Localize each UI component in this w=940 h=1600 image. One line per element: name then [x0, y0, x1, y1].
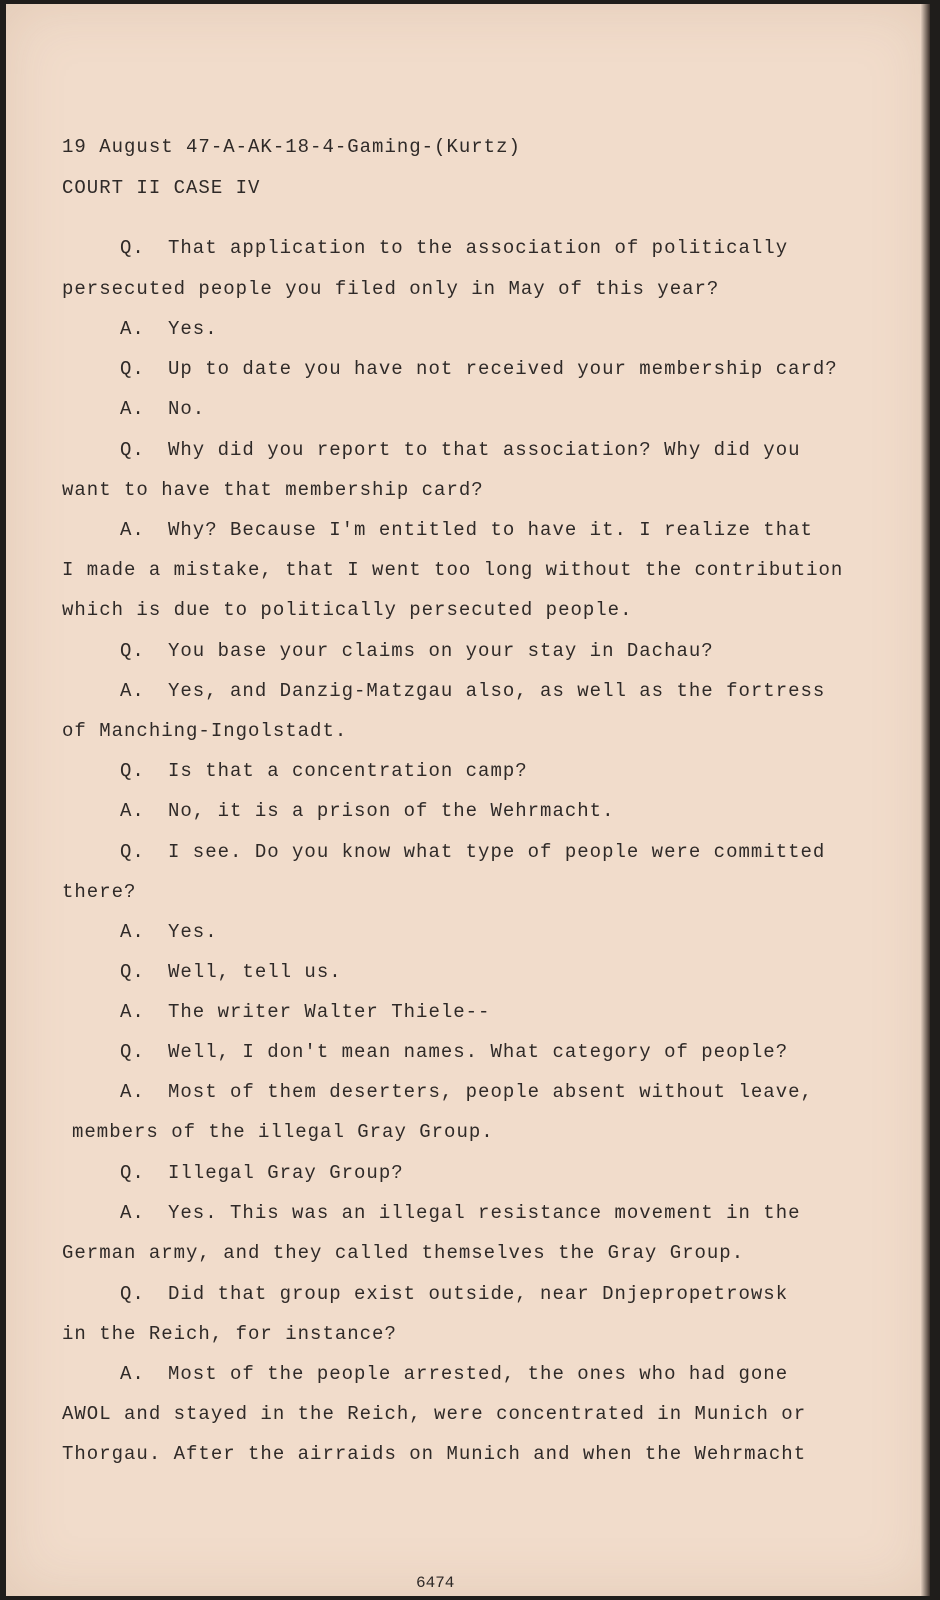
- qa-text: Most of the people arrested, the ones who had gone: [168, 1363, 789, 1385]
- speaker-label: A.: [120, 519, 145, 541]
- qa-line: [120, 1081, 813, 1103]
- speaker-label: A.: [120, 1081, 145, 1103]
- qa-continuation: persecuted people you filed only in May of this year?: [62, 278, 720, 300]
- qa-line: [120, 961, 342, 983]
- qa-text: I see. Do you know what type of people were committed: [168, 841, 826, 863]
- qa-line: [120, 398, 205, 420]
- qa-line: [120, 800, 614, 822]
- header-line-1: 19 August 47-A-AK-18-4-Gaming-(Kurtz): [62, 136, 521, 158]
- qa-line: [120, 439, 801, 461]
- qa-continuation: there?: [62, 881, 137, 903]
- qa-text: Most of them deserters, people absent without leave,: [168, 1081, 813, 1103]
- qa-line: [120, 1363, 788, 1385]
- qa-text: Well, tell us.: [168, 961, 342, 983]
- qa-text: No.: [168, 398, 206, 420]
- qa-line: [120, 1283, 788, 1305]
- qa-line: [120, 1202, 801, 1224]
- qa-line: [120, 680, 825, 702]
- qa-continuation: in the Reich, for instance?: [62, 1323, 397, 1345]
- qa-line: [120, 841, 825, 863]
- speaker-label: A.: [120, 1202, 145, 1224]
- qa-continuation: I made a mistake, that I went too long without the contribution: [62, 559, 844, 581]
- qa-line: [120, 1162, 404, 1184]
- qa-text: The writer Walter Thiele--: [168, 1001, 491, 1023]
- qa-text: That application to the association of politically: [168, 237, 789, 259]
- qa-text: Did that group exist outside, near Dnjepropetrowsk: [168, 1283, 789, 1305]
- speaker-label: A.: [120, 1363, 145, 1385]
- qa-text: Well, I don't mean names. What category of people?: [168, 1041, 789, 1063]
- speaker-label: Q.: [120, 237, 145, 259]
- qa-continuation: Thorgau. After the airraids on Munich and when the Wehrmacht: [62, 1443, 807, 1465]
- document-page: [6, 4, 930, 1596]
- qa-line: [120, 760, 528, 782]
- qa-line: [120, 921, 218, 943]
- qa-text: Is that a concentration camp?: [168, 760, 528, 782]
- qa-text: You base your claims on your stay in Dachau?: [168, 640, 714, 662]
- speaker-label: Q.: [120, 439, 145, 461]
- qa-text: Yes, and Danzig-Matzgau also, as well as the fortress: [168, 680, 826, 702]
- speaker-label: Q.: [120, 1041, 145, 1063]
- speaker-label: A.: [120, 680, 145, 702]
- speaker-label: Q.: [120, 358, 145, 380]
- qa-line: [120, 318, 218, 340]
- qa-text: No, it is a prison of the Wehrmacht.: [168, 800, 615, 822]
- qa-line: [120, 1041, 788, 1063]
- qa-continuation: of Manching-Ingolstadt.: [62, 720, 348, 742]
- qa-continuation: members of the illegal Gray Group.: [72, 1121, 494, 1143]
- qa-text: Yes.: [168, 318, 218, 340]
- speaker-label: Q.: [120, 640, 145, 662]
- qa-text: Up to date you have not received your membership card?: [168, 358, 838, 380]
- qa-line: [120, 237, 788, 259]
- speaker-label: A.: [120, 318, 145, 340]
- speaker-label: Q.: [120, 1162, 145, 1184]
- qa-text: Yes. This was an illegal resistance movement in the: [168, 1202, 801, 1224]
- speaker-label: A.: [120, 398, 145, 420]
- qa-text: Why? Because I'm entitled to have it. I realize that: [168, 519, 813, 541]
- page-number: 6474: [416, 1574, 455, 1592]
- qa-continuation: which is due to politically persecuted people.: [62, 599, 633, 621]
- speaker-label: A.: [120, 800, 145, 822]
- qa-line: [120, 640, 714, 662]
- qa-line: [120, 358, 838, 380]
- speaker-label: Q.: [120, 961, 145, 983]
- qa-line: [120, 1001, 490, 1023]
- qa-continuation: AWOL and stayed in the Reich, were concentrated in Munich or: [62, 1403, 807, 1425]
- qa-line: [120, 519, 813, 541]
- speaker-label: Q.: [120, 1283, 145, 1305]
- qa-text: Why did you report to that association? Why did you: [168, 439, 801, 461]
- qa-continuation: German army, and they called themselves the Gray Group.: [62, 1242, 745, 1264]
- qa-continuation: want to have that membership card?: [62, 479, 484, 501]
- qa-text: Yes.: [168, 921, 218, 943]
- speaker-label: A.: [120, 921, 145, 943]
- qa-text: Illegal Gray Group?: [168, 1162, 404, 1184]
- speaker-label: Q.: [120, 841, 145, 863]
- header-line-2: COURT II CASE IV: [62, 177, 261, 199]
- page-edge-shadow: [920, 4, 930, 1596]
- speaker-label: Q.: [120, 760, 145, 782]
- speaker-label: A.: [120, 1001, 145, 1023]
